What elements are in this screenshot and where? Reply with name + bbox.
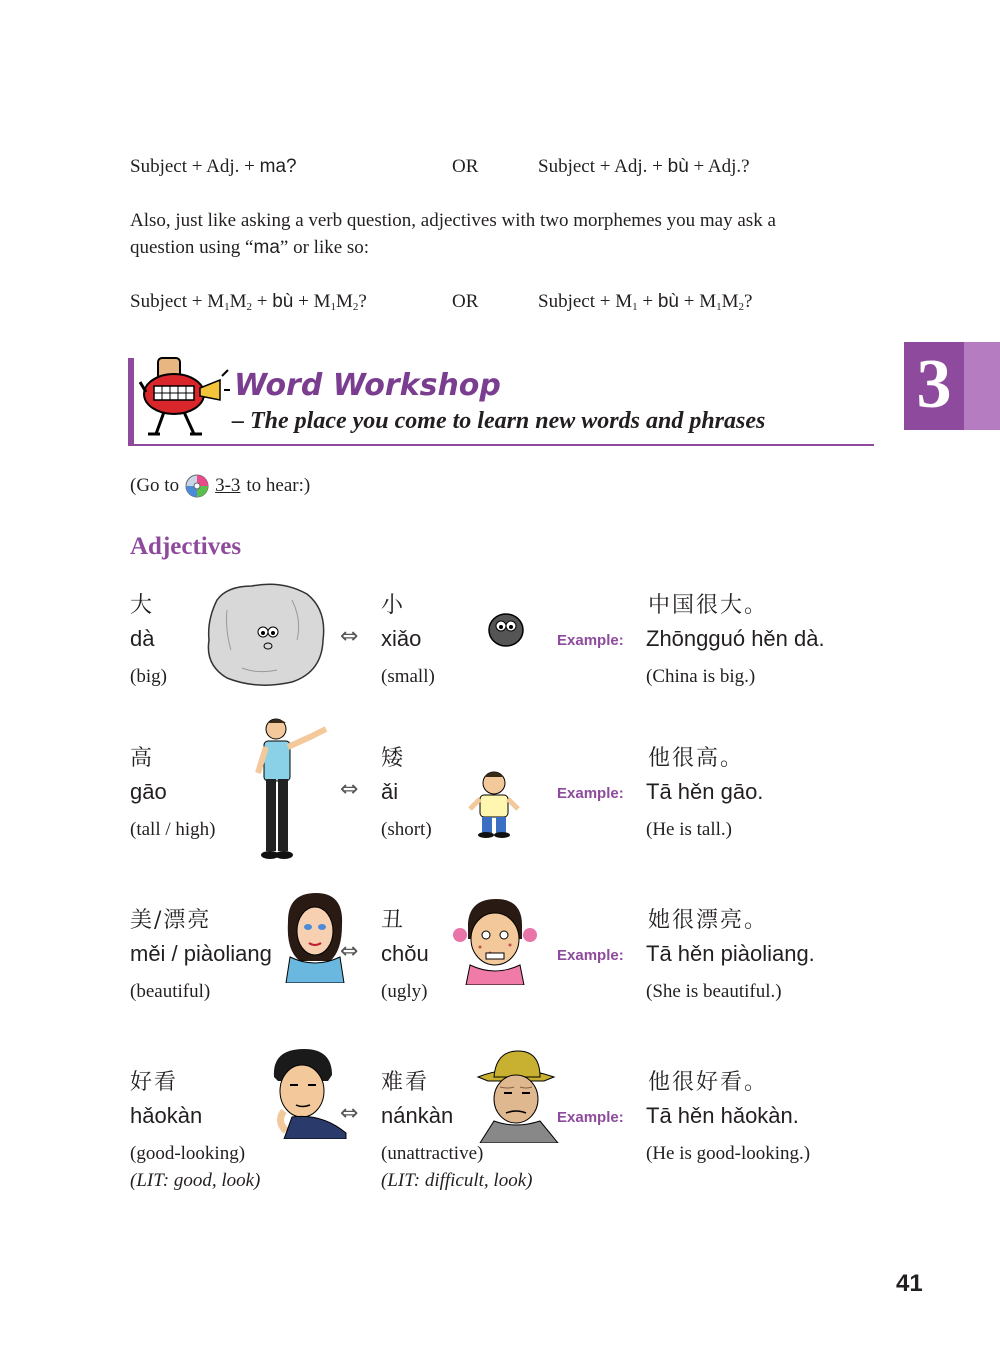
right-hanzi: 矮: [381, 746, 406, 771]
example-hanzi: 他很高。: [648, 746, 745, 771]
subscript: 1: [330, 301, 336, 313]
bu-particle: bù: [272, 291, 294, 312]
plus: +: [678, 291, 700, 312]
or-label-1: OR: [452, 156, 479, 177]
ma-particle: ma: [253, 236, 280, 258]
vocab-row: [0, 741, 1000, 891]
right-literal: (LIT: difficult, look): [381, 1170, 533, 1191]
right-pinyin: xiǎo: [381, 626, 422, 651]
example-pinyin: Tā hěn gāo.: [646, 779, 764, 804]
banner-underline: [128, 444, 874, 446]
mascot-icon: [138, 352, 230, 442]
small-rock-icon: [487, 612, 525, 648]
grammar-line-2-right: Subject + $M_1$ + bù + $M_1M_2$?: [538, 291, 753, 313]
chapter-tab-light: [964, 342, 1000, 430]
left-pinyin: hǎokàn: [130, 1103, 203, 1128]
explanation-paragraph: [130, 210, 890, 260]
example-pinyin: Tā hěn hǎokàn.: [646, 1103, 799, 1128]
example-gloss: (He is tall.): [646, 819, 733, 840]
right-gloss: (ugly): [381, 981, 428, 1002]
chapter-tab: [904, 342, 1000, 430]
example-label: Example:: [557, 632, 624, 649]
bu-particle: bù: [657, 291, 679, 312]
subscript: 2: [738, 301, 744, 313]
opposite-arrow-icon: ⇔: [340, 624, 359, 649]
vocab-row: [0, 1065, 1000, 1215]
pretty-woman-icon: [280, 891, 350, 983]
example-label: Example:: [557, 1109, 624, 1126]
workshop-subtitle: – The place you come to learn new words and phrases: [232, 408, 766, 434]
ugly-girl-icon: [450, 895, 540, 985]
audio-track-link[interactable]: 3-3: [215, 474, 241, 496]
opposite-arrow-icon: ⇔: [340, 777, 359, 802]
example-label: Example:: [557, 947, 624, 964]
formula-text: Subject + Adj. +: [130, 156, 260, 177]
right-gloss: (short): [381, 819, 432, 840]
plus: +: [252, 291, 273, 312]
example-hanzi: 他很好看。: [648, 1070, 769, 1095]
formula-text: Subject + Adj. +: [538, 156, 668, 177]
left-gloss: (beautiful): [130, 981, 211, 1002]
paragraph-text: ” or like so:: [279, 236, 370, 258]
left-pinyin: dà: [130, 626, 155, 651]
question-mark: ?: [286, 156, 297, 177]
ma-particle: ma: [259, 156, 287, 177]
right-hanzi: 丑: [381, 908, 406, 933]
right-gloss: (unattractive): [381, 1143, 484, 1164]
plus: +: [637, 291, 658, 312]
old-man-icon: [474, 1047, 560, 1143]
question-mark: ?: [744, 291, 753, 312]
left-pinyin: gāo: [130, 779, 167, 804]
right-hanzi: 难看: [381, 1070, 430, 1095]
handsome-man-icon: [262, 1047, 348, 1139]
left-hanzi: 高: [130, 746, 155, 771]
audio-prefix: (Go to: [130, 474, 180, 496]
left-literal: (LIT: good, look): [130, 1170, 261, 1191]
example-hanzi: 她很漂亮。: [648, 908, 769, 933]
vocab-row: [0, 903, 1000, 1053]
right-pinyin: chǒu: [381, 941, 429, 966]
section-heading: Adjectives: [130, 533, 242, 560]
paragraph-line: [130, 237, 890, 260]
formula-text: Subject + M: [538, 291, 633, 312]
cd-icon: [185, 474, 209, 498]
page-number: 41: [896, 1270, 923, 1297]
audio-suffix: to hear:): [246, 474, 311, 496]
example-pinyin: Zhōngguó hěn dà.: [646, 626, 825, 651]
example-gloss: (She is beautiful.): [646, 981, 782, 1002]
big-rock-icon: [197, 580, 327, 690]
left-gloss: (tall / high): [130, 819, 216, 840]
or-label-2: OR: [452, 291, 479, 312]
paragraph-line: Also, just like asking a verb question, adjectives with two morphemes you may ask a: [130, 210, 776, 231]
tall-man-icon: [252, 715, 334, 865]
right-hanzi: 小: [381, 593, 406, 618]
left-gloss: (good-looking): [130, 1143, 246, 1164]
subscript: 1: [716, 301, 722, 313]
left-hanzi: 大: [130, 593, 155, 618]
short-man-icon: [466, 769, 522, 839]
right-pinyin: nánkàn: [381, 1103, 454, 1128]
right-pinyin: ǎi: [381, 779, 399, 804]
example-hanzi: 中国很大。: [648, 593, 769, 618]
grammar-line-1-left: [130, 156, 297, 179]
grammar-line-2-left: Subject + $M_1M_2$ + bù + $M_1M_2$?: [130, 291, 367, 313]
grammar-line-1-right: [538, 156, 750, 179]
right-gloss: (small): [381, 666, 435, 687]
formula-text: Subject + M: [130, 291, 225, 312]
formula-text: + Adj.?: [688, 156, 750, 177]
left-hanzi: 好看: [130, 1070, 179, 1095]
plus: +: [293, 291, 314, 312]
subscript: 2: [352, 301, 359, 313]
subscript: 1: [224, 301, 230, 313]
vocab-row: [0, 588, 1000, 738]
example-label: Example:: [557, 785, 624, 802]
banner-bar: [128, 358, 134, 446]
audio-reference: [130, 474, 310, 498]
opposite-arrow-icon: ⇔: [340, 1101, 359, 1126]
left-gloss: (big): [130, 666, 167, 687]
subscript: 1: [632, 301, 638, 313]
bu-particle: bù: [667, 156, 689, 177]
paragraph-text: question using “: [130, 236, 254, 258]
opposite-arrow-icon: ⇔: [340, 939, 359, 964]
example-pinyin: Tā hěn piàoliang.: [646, 941, 815, 966]
left-hanzi: 美/漂亮: [130, 908, 212, 933]
subscript: 2: [246, 301, 253, 313]
left-pinyin: měi / piàoliang: [130, 941, 272, 966]
chapter-number: 3: [916, 346, 952, 423]
question-mark: ?: [358, 291, 367, 312]
example-gloss: (He is good-looking.): [646, 1143, 811, 1164]
workshop-title: Word Workshop: [234, 368, 501, 403]
example-gloss: (China is big.): [646, 666, 756, 687]
